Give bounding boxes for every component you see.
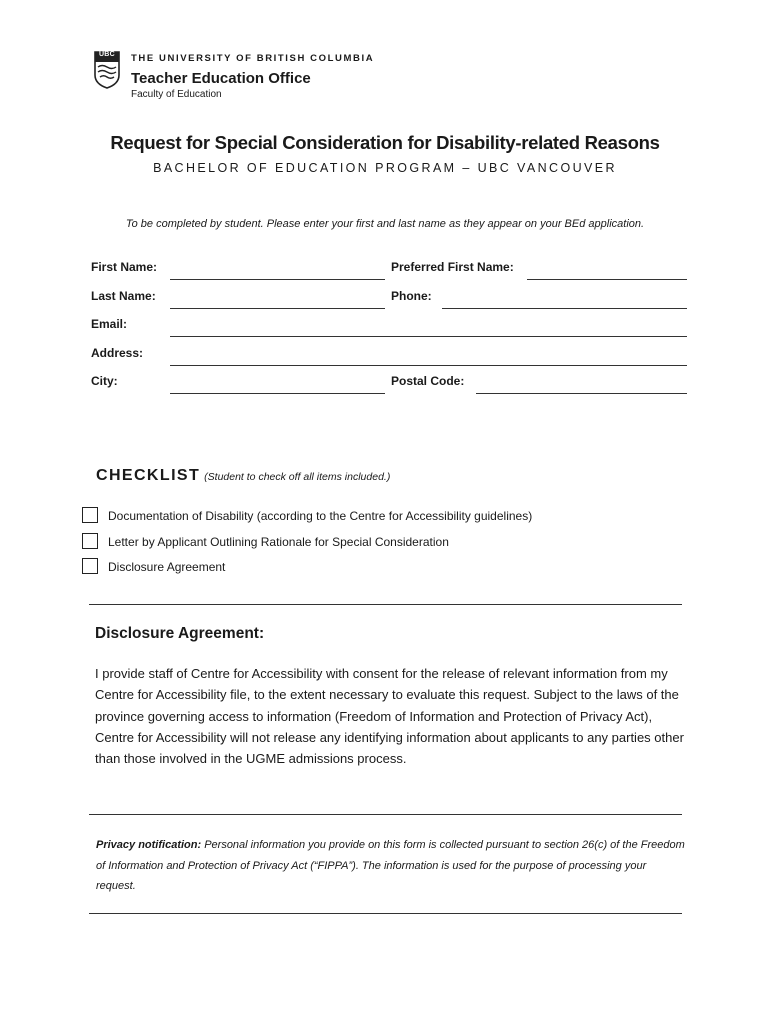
- checklist-note: (Student to check off all items included.): [204, 471, 391, 483]
- checklist-item-letter: Letter by Applicant Outlining Rationale for Special Consideration: [108, 535, 449, 549]
- privacy-label: Privacy notification:: [96, 839, 202, 851]
- first-name-field[interactable]: [170, 279, 385, 280]
- office-name: Teacher Education Office: [131, 70, 311, 87]
- faculty-name: Faculty of Education: [131, 89, 222, 100]
- address-label: Address:: [91, 346, 144, 360]
- first-name-label: First Name:: [91, 260, 158, 274]
- last-name-label: Last Name:: [91, 289, 156, 303]
- email-field[interactable]: [170, 336, 687, 337]
- disclosure-body: I provide staff of Centre for Accessibility with consent for the release of relevant information from my Centre for Accessibility file, to the extent necessary to evaluate this request. Subject to the laws of the province governing access to information (Freedom of Information and Protection of Privacy Act), Centre for Accessibility will not release any identifying information about applicants to any parties other than those involved in the UGME admissions process.: [95, 666, 684, 767]
- address-field[interactable]: [170, 365, 687, 366]
- instructions: To be completed by student. Please enter your first and last name as they appear on your BEd application.: [125, 218, 645, 230]
- logo-text: UBC: [98, 51, 116, 58]
- checklist-item-documentation: Documentation of Disability (according to the Centre for Accessibility guidelines): [108, 509, 533, 523]
- postal-code-field[interactable]: [476, 393, 687, 394]
- disclosure-heading: Disclosure Agreement:: [95, 625, 265, 642]
- university-name: THE UNIVERSITY OF BRITISH COLUMBIA: [131, 53, 375, 64]
- preferred-first-name-label: Preferred First Name:: [391, 260, 514, 274]
- privacy-notification: [96, 835, 686, 897]
- page-title: Request for Special Consideration for Disability-related Reasons: [110, 132, 660, 153]
- page-subtitle: BACHELOR OF EDUCATION PROGRAM – UBC VANCOUVER: [153, 161, 617, 175]
- phone-field[interactable]: [442, 308, 687, 309]
- divider: [89, 604, 682, 605]
- checkbox-disclosure[interactable]: [82, 558, 98, 574]
- preferred-first-name-field[interactable]: [527, 279, 687, 280]
- postal-code-label: Postal Code:: [391, 374, 465, 388]
- email-label: Email:: [91, 317, 128, 331]
- city-field[interactable]: [170, 393, 385, 394]
- city-label: City:: [91, 374, 118, 388]
- checklist-item-disclosure: Disclosure Agreement: [108, 560, 226, 574]
- checklist-title: CHECKLIST: [96, 467, 201, 484]
- privacy-text: Personal information you provide on this form is collected pursuant to section 26(c) of the Freedom of Information and Protection of Privacy Act (“FIPPA”). The information is used for the purpose of processing your request.: [96, 839, 685, 892]
- last-name-field[interactable]: [170, 308, 385, 309]
- divider: [89, 814, 682, 815]
- checkbox-documentation[interactable]: [82, 507, 98, 523]
- checklist-heading: [96, 467, 390, 485]
- phone-label: Phone:: [391, 289, 432, 303]
- checkbox-letter[interactable]: [82, 533, 98, 549]
- divider: [89, 913, 682, 914]
